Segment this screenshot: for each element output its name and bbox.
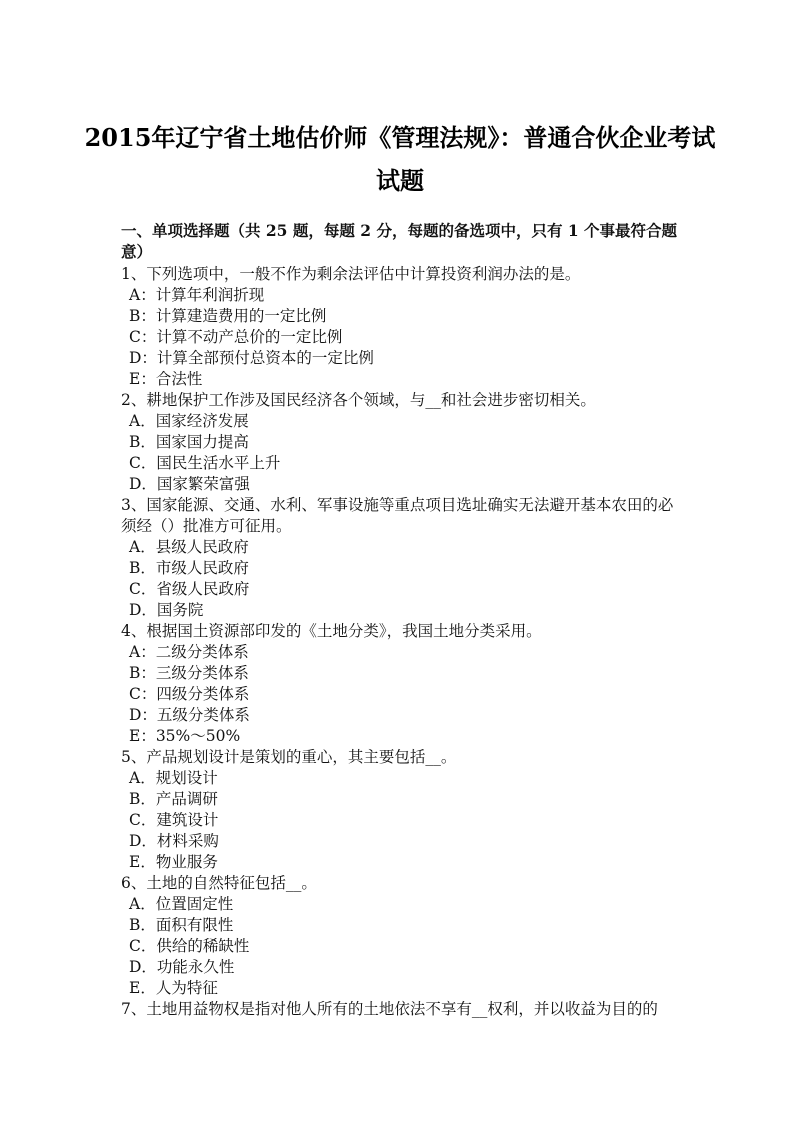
document-title <box>0 116 800 202</box>
answer-option: E：35%～50% <box>129 727 241 745</box>
answer-option: B．国家国力提高 <box>129 433 249 451</box>
question-stem: 2、耕地保护工作涉及国民经济各个领域，与__和社会进步密切相关。 <box>121 391 596 409</box>
question-list <box>121 264 681 1020</box>
answer-option: B．市级人民政府 <box>129 559 249 577</box>
answer-option: E．物业服务 <box>129 853 218 871</box>
answer-option: B．产品调研 <box>129 790 218 808</box>
answer-option: C．省级人民政府 <box>129 580 250 598</box>
question-stem: 7、土地用益物权是指对他人所有的土地依法不享有__权利，并以收益为目的的 <box>121 1000 658 1018</box>
answer-option: D．国家繁荣富强 <box>129 475 250 493</box>
answer-option: C．建筑设计 <box>129 811 219 829</box>
answer-option: D．材料采购 <box>129 832 219 850</box>
question-block <box>121 999 681 1020</box>
answer-option: A．国家经济发展 <box>129 412 249 430</box>
question-stem: 4、根据国土资源部印发的《土地分类》，我国土地分类采用。 <box>121 622 542 640</box>
question-block <box>121 873 681 999</box>
title-line-1: 2015年辽宁省土地估价师《管理法规》：普通合伙企业考试 <box>84 123 716 152</box>
question-block <box>121 747 681 873</box>
answer-option: A．县级人民政府 <box>129 538 249 556</box>
section-heading: 一、单项选择题（共 25 题，每题 2 分，每题的备选项中，只有 1 个事最符合题意） <box>121 221 678 261</box>
question-stem: 6、土地的自然特征包括__。 <box>121 874 317 892</box>
question-block <box>121 621 681 747</box>
question-stem: 3、国家能源、交通、水利、军事设施等重点项目选址确实无法避开基本农田的必须经（）批准方可征用。 <box>121 496 674 535</box>
answer-option: A：二级分类体系 <box>129 643 249 661</box>
title-line-2: 试题 <box>376 166 424 195</box>
answer-option: C：计算不动产总价的一定比例 <box>129 328 343 346</box>
answer-option: B：计算建造费用的一定比例 <box>129 307 327 325</box>
answer-option: A．位置固定性 <box>129 895 234 913</box>
answer-option: C：四级分类体系 <box>129 685 250 703</box>
answer-option: A：计算年利润折现 <box>129 286 265 304</box>
answer-option: A．规划设计 <box>129 769 218 787</box>
answer-option: D．国务院 <box>129 601 204 619</box>
question-block <box>121 495 681 621</box>
answer-option: B．面积有限性 <box>129 916 234 934</box>
question-block <box>121 390 681 495</box>
answer-option: D：五级分类体系 <box>129 706 250 724</box>
answer-option: D：计算全部预付总资本的一定比例 <box>129 349 374 367</box>
question-block <box>121 264 681 390</box>
answer-option: D．功能永久性 <box>129 958 235 976</box>
answer-option: C．国民生活水平上升 <box>129 454 281 472</box>
answer-option: E：合法性 <box>129 370 203 388</box>
question-stem: 5、产品规划设计是策划的重心，其主要包括__。 <box>121 748 457 766</box>
document-body <box>121 220 681 1020</box>
answer-option: C．供给的稀缺性 <box>129 937 250 955</box>
answer-option: E．人为特征 <box>129 979 218 997</box>
answer-option: B：三级分类体系 <box>129 664 249 682</box>
question-stem: 1、下列选项中，一般不作为剩余法评估中计算投资利润办法的是。 <box>121 265 581 283</box>
